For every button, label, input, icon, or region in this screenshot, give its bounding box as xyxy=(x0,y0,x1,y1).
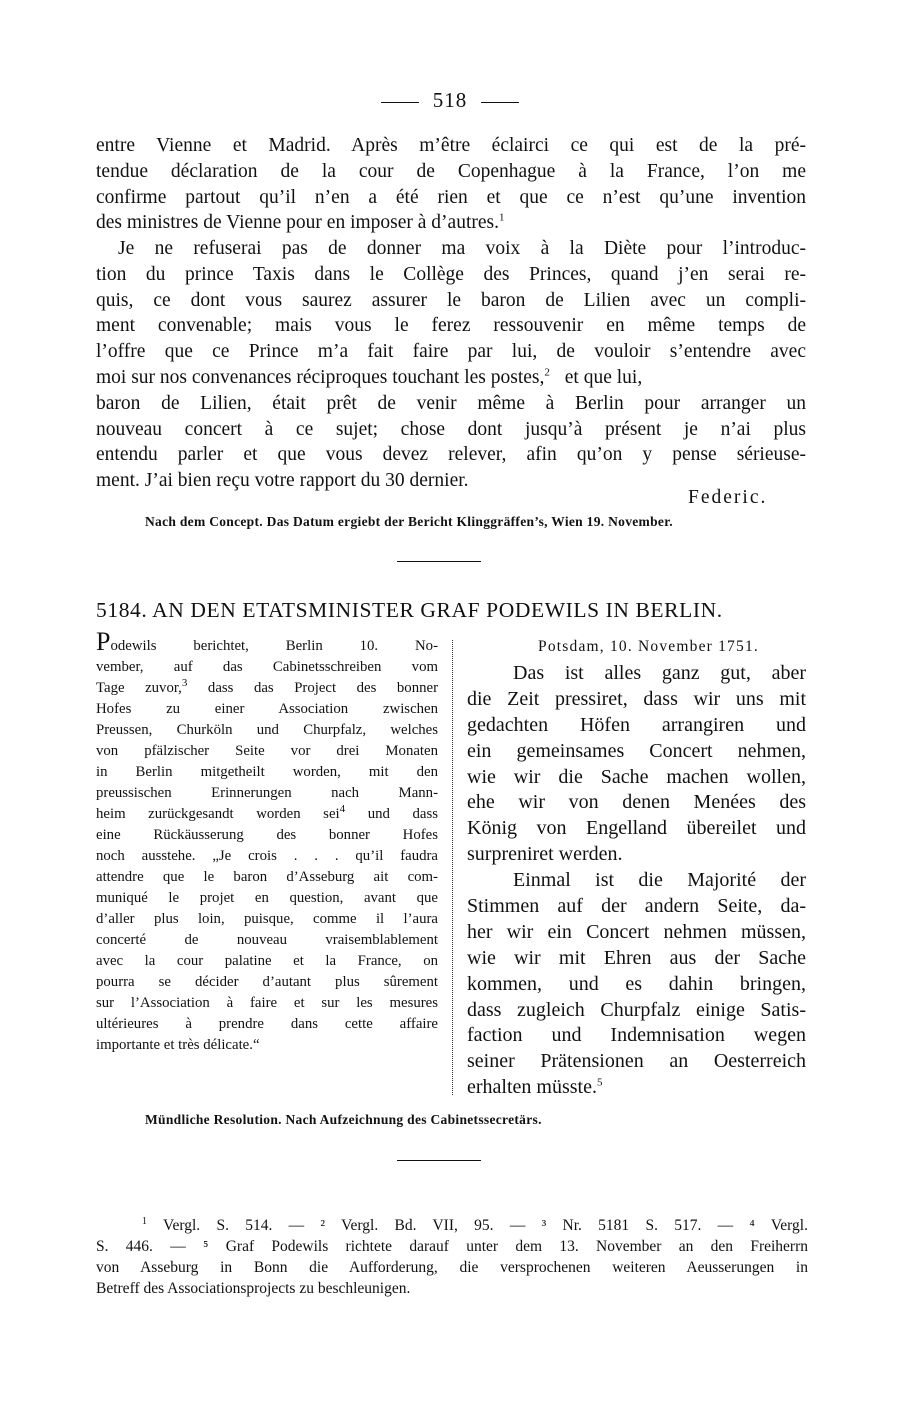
text-line: ment. J’ai bien reçu votre rapport du 30 dernier. xyxy=(96,470,469,492)
text-line: confirme partout qu’il n’en a été rien et que ce n’est qu’une invention xyxy=(96,186,806,208)
footnote-line: Betreff des Associationsprojects zu beschleunigen. xyxy=(96,1280,411,1297)
resolution-line: Einmal ist die Majorité der xyxy=(513,869,806,892)
summary-line: avec la cour palatine et la France, on xyxy=(96,953,438,969)
resolution-line: surpreniret werden. xyxy=(467,843,623,866)
letter-paragraph xyxy=(96,236,806,494)
resolution-line xyxy=(467,1075,806,1101)
text-line: nouveau concert à ce sujet; chose dont jusqu’à présent je n’ai plus xyxy=(96,418,806,440)
footnote-line xyxy=(96,1215,808,1236)
text-line-content: des ministres de Vienne pour en imposer à d’autres. xyxy=(96,212,499,234)
date-line: Potsdam, 10. November 1751. xyxy=(538,638,759,655)
text-line: ment convenable; mais vous le ferez ressouvenir en même temps de xyxy=(96,315,806,337)
source-note: Mündliche Resolution. Nach Aufzeichnung des Cabinetssecretärs. xyxy=(145,1112,542,1127)
footnote-line: S. 446. — ⁵ Graf Podewils richtete darauf unter dem 13. November an den Freiherrn xyxy=(96,1238,808,1255)
resolution-line: Das ist alles ganz gut, aber xyxy=(513,662,806,684)
summary-line: in Berlin mitgetheilt worden, mit den xyxy=(96,764,438,780)
resolution-line: gedachten Höfen arrangiren und xyxy=(467,713,806,736)
summary-line: attendre que le baron d’Asseburg ait com- xyxy=(96,869,438,885)
source-note: Nach dem Concept. Das Datum ergiebt der Bericht Klinggräffen’s, Wien 19. November. xyxy=(145,514,673,529)
summary-line: importante et très délicate.“ xyxy=(96,1037,260,1053)
summary-line: preussischen Erinnerungen nach Mann- xyxy=(96,785,438,801)
footnote-mark: 5 xyxy=(596,1076,603,1089)
summary-line-tail: dass das Project des bonner xyxy=(207,680,438,696)
resolution-line: die Zeit pressiret, dass wir uns mit xyxy=(467,687,806,710)
footnote-mark: 1 xyxy=(142,1215,147,1227)
text-line-tail: et que lui, xyxy=(564,366,643,388)
footnote-divider xyxy=(397,1160,481,1161)
summary-line: ultérieures à prendre dans cette affaire xyxy=(96,1016,438,1032)
text-line-content: moi sur nos convenances réciproques touchant les postes, xyxy=(96,366,545,388)
summary-line-tail: und dass xyxy=(367,806,438,822)
summary-line: noch ausstehe. „Je crois . . . qu’il faudra xyxy=(96,848,438,864)
resolution-line: wie wir mit Ehren aus der Sache xyxy=(467,946,806,969)
text-line xyxy=(96,210,806,236)
resolution-line: Stimmen auf der andern Seite, da- xyxy=(467,895,806,918)
summary-line xyxy=(96,627,438,657)
footnote-mark: 3 xyxy=(181,677,188,690)
signature: Federic. xyxy=(688,487,768,508)
resolution-line: ehe wir von denen Menées des xyxy=(467,791,806,814)
summary-line-content: heim zurückgesandt worden sei xyxy=(96,806,340,822)
resolution-line: faction und Indemnisation wegen xyxy=(467,1024,806,1047)
drop-initial: P xyxy=(96,627,111,656)
resolution-line: her wir ein Concert nehmen müssen, xyxy=(467,920,806,943)
resolution-line: kommen, und es dahin bringen, xyxy=(467,972,806,995)
summary-line: pourra se décider d’autant plus sûrement xyxy=(96,974,438,990)
resolution-line: seiner Prätensionen an Oesterreich xyxy=(467,1050,806,1073)
footnote-line: von Asseburg in Bonn die Aufforderung, die versprochenen weiteren Aeusserungen in xyxy=(96,1259,808,1276)
text-line: Je ne refuserai pas de donner ma voix à la Diète pour l’introduc- xyxy=(118,238,806,259)
footnote-mark: 2 xyxy=(544,366,550,379)
text-line: entre Vienne et Madrid. Après m’être éclairci ce qui est de la pré- xyxy=(96,135,806,156)
footnote-mark: 1 xyxy=(499,211,505,224)
text-line: tendue déclaration de la cour de Copenhague à la France, l’on me xyxy=(96,160,806,182)
header-dash-left xyxy=(381,102,419,103)
continued-paragraph xyxy=(96,133,806,236)
resolution-text xyxy=(467,661,806,1101)
summary-line-content: odewils berichtet, Berlin 10. No- xyxy=(110,638,438,654)
resolution-line: König von Engelland übereilet und xyxy=(467,817,806,840)
text-line xyxy=(96,365,806,391)
summary-line xyxy=(96,678,438,699)
summary-line: muniqué le projet en question, avant que xyxy=(96,890,438,906)
resolution-line: ein gemeinsames Concert nehmen, xyxy=(467,739,806,762)
resolution-line: wie wir die Sache machen wollen, xyxy=(467,765,806,788)
page-number: 518 xyxy=(432,88,468,112)
summary-line: Preussen, Churköln und Churpfalz, welches xyxy=(96,722,438,738)
summary-line: eine Rückäusserung des bonner Hofes xyxy=(96,827,438,843)
summary-line xyxy=(96,804,438,825)
resolution-line-content: erhalten müsste. xyxy=(467,1076,597,1099)
text-line: l’offre que ce Prince m’a fait faire par lui, de vouloir s’entendre avec xyxy=(96,341,806,363)
header-dash-right xyxy=(481,102,519,103)
summary-line-content: Tage zuvor, xyxy=(96,680,182,696)
document-heading: 5184. AN DEN ETATSMINISTER GRAF PODEWILS IN BERLIN. xyxy=(96,598,723,622)
page-header xyxy=(0,88,900,113)
summary-line: Hofes zu einer Association zwischen xyxy=(96,701,438,717)
summary-line: von pfälzischer Seite vor drei Monaten xyxy=(96,743,438,759)
footnote-mark: 4 xyxy=(339,803,346,816)
report-summary xyxy=(96,627,438,1056)
resolution-line: dass zugleich Churpfalz einige Satis- xyxy=(467,998,806,1021)
summary-line: d’aller plus loin, puisque, comme il l’aura xyxy=(96,911,438,927)
text-line: tion du prince Taxis dans le Collège des Princes, quand j’en serai re- xyxy=(96,263,806,285)
footnote-line-content: Vergl. S. 514. — ² Vergl. Bd. VII, 95. — ³ Nr. 5181 S. 517. — ⁴ Vergl. xyxy=(163,1217,808,1234)
summary-line: vember, auf das Cabinetsschreiben vom xyxy=(96,659,438,675)
summary-line: sur l’Association à faire et sur les mesures xyxy=(96,995,438,1011)
text-line: quis, ce dont vous saurez assurer le baron de Lilien avec un compli- xyxy=(96,289,806,311)
footnotes xyxy=(96,1215,808,1299)
section-divider xyxy=(397,561,481,562)
summary-line: concerté de nouveau vraisemblablement xyxy=(96,932,438,948)
text-line: baron de Lilien, était prêt de venir même à Berlin pour arranger un xyxy=(96,392,806,414)
text-line: entendu parler et que vous devez relever, afin qu’on y pense sérieuse- xyxy=(96,444,806,466)
column-divider xyxy=(452,640,453,1095)
